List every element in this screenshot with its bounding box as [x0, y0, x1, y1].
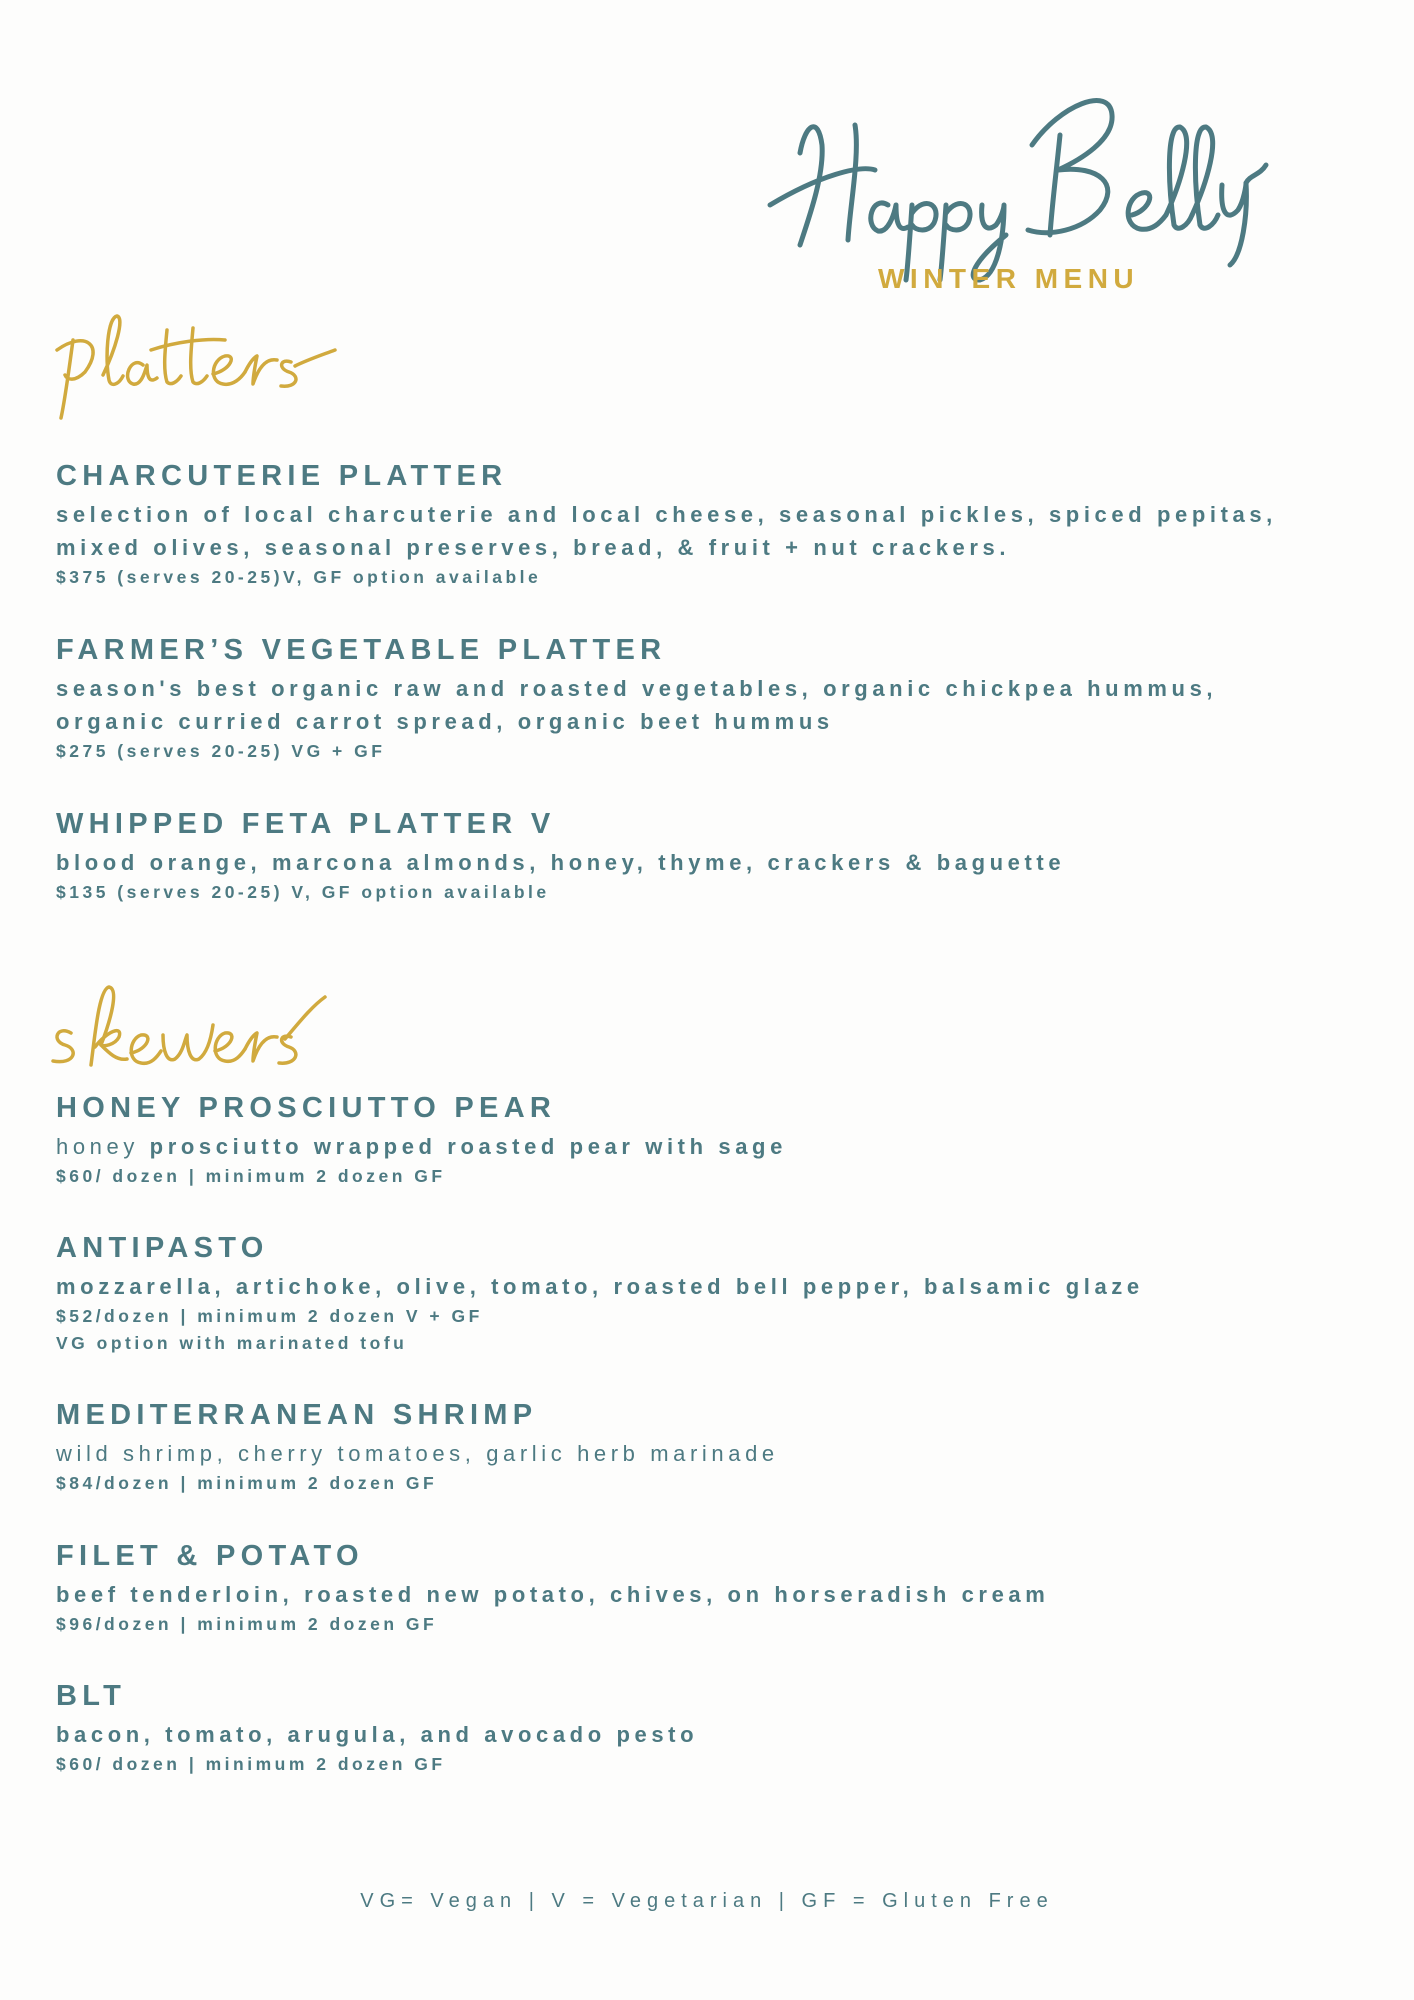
item-name: FARMER’S VEGETABLE PLATTER [56, 634, 667, 666]
item-name: MEDITERRANEAN SHRIMP [56, 1399, 538, 1431]
item-description-prefix: honey [56, 1134, 150, 1159]
skewers-script [45, 975, 345, 1085]
item-description-line: bacon, tomato, arugula, and avocado pesto [56, 1722, 699, 1747]
menu-item [56, 632, 1376, 765]
item-description-text: wild shrimp, cherry tomatoes, garlic herb marinade [56, 1441, 779, 1466]
happy-belly-script [760, 65, 1280, 265]
menu-item [56, 806, 1376, 906]
section-title-skewers [45, 975, 345, 1085]
item-price: $375 (serves 20-25)V, GF option available [56, 567, 542, 587]
item-name: HONEY PROSCIUTTO PEAR [56, 1092, 557, 1124]
item-price: $135 (serves 20-25) V, GF option available [56, 882, 550, 902]
menu-item [56, 1678, 1376, 1778]
item-price: $275 (serves 20-25) VG + GF [56, 741, 386, 761]
item-price: $52/dozen | minimum 2 dozen V + GF [56, 1306, 483, 1326]
item-description-line: organic curried carrot spread, organic beet hummus [56, 709, 834, 734]
item-description-line: selection of local charcuterie and local cheese, seasonal pickles, spiced pepitas, [56, 502, 1277, 527]
item-price-note: VG option with marinated tofu [56, 1333, 408, 1353]
item-price: $84/dozen | minimum 2 dozen GF [56, 1473, 438, 1493]
happy-belly-logo [760, 65, 1280, 265]
item-name: FILET & POTATO [56, 1540, 364, 1572]
item-price: $60/ dozen | minimum 2 dozen GF [56, 1754, 446, 1774]
item-price: $60/ dozen | minimum 2 dozen GF [56, 1166, 446, 1186]
item-name: ANTIPASTO [56, 1232, 269, 1264]
item-description-line: blood orange, marcona almonds, honey, thyme, crackers & baguette [56, 850, 1066, 875]
item-description-line: prosciutto wrapped roasted pear with sage [149, 1134, 787, 1159]
menu-subtitle: WINTER MENU [878, 263, 1140, 294]
item-description [56, 1130, 1376, 1163]
item-name: CHARCUTERIE PLATTER [56, 460, 508, 492]
item-description-line: mixed olives, seasonal preserves, bread, & fruit + nut crackers. [56, 535, 1011, 560]
item-description-line: season's best organic raw and roasted vegetables, organic chickpea hummus, [56, 676, 1218, 701]
menu-item [56, 1538, 1376, 1638]
item-name: WHIPPED FETA PLATTER V [56, 808, 556, 840]
menu-item [56, 1230, 1376, 1357]
menu-item [56, 1397, 1376, 1497]
item-description-line: mozzarella, artichoke, olive, tomato, roasted bell pepper, balsamic glaze [56, 1274, 1144, 1299]
menu-item [56, 1090, 1376, 1190]
item-description-line: beef tenderloin, roasted new potato, chives, on horseradish cream [56, 1582, 1050, 1607]
menu-item [56, 458, 1376, 591]
item-name: BLT [56, 1680, 127, 1712]
item-description-line [56, 1437, 1376, 1470]
item-price: $96/dozen | minimum 2 dozen GF [56, 1614, 438, 1634]
section-title-platters [45, 310, 345, 420]
platters-script [45, 310, 345, 420]
diet-legend: VG= Vegan | V = Vegetarian | GF = Gluten Free [360, 1890, 1054, 1912]
